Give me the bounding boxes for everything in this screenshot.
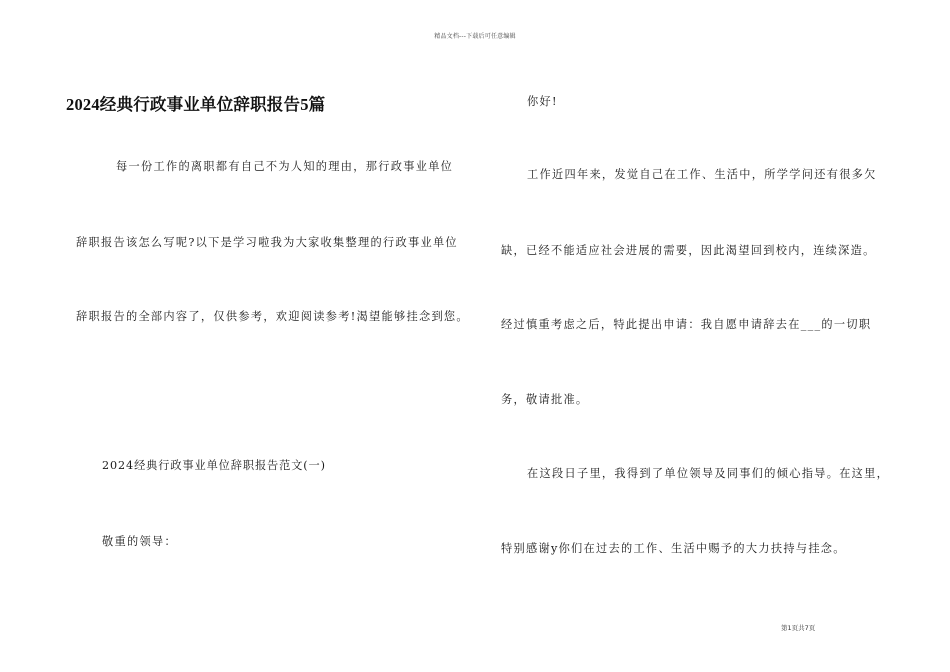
body-line-4: 务，敬请批准。 <box>501 393 589 406</box>
intro-line-1: 每一份工作的离职都有自己不为人知的理由，那行政事业单位 <box>116 160 454 173</box>
body-line-6: 特别感谢y你们在过去的工作、生活中赐予的大力扶持与挂念。 <box>501 542 846 555</box>
intro-line-3: 辞职报告的全部内容了，仅供参考，欢迎阅读参考!渴望能够挂念到您。 <box>76 310 469 323</box>
page-number: 第1页共7页 <box>781 624 816 632</box>
salutation: 敬重的领导： <box>102 535 177 548</box>
body-line-5: 在这段日子里，我得到了单位领导及同事们的倾心指导。在这里， <box>527 467 890 480</box>
body-line-1: 工作近四年来，发觉自己在工作、生活中，所学学问还有很多欠 <box>527 168 877 181</box>
body-line-2: 缺，已经不能适应社会进展的需要，因此渴望回到校内，连续深造。 <box>501 244 876 257</box>
body-line-3: 经过慎重考虑之后，特此提出申请：我自愿申请辞去在___的一切职 <box>501 318 872 331</box>
intro-line-2: 辞职报告该怎么写呢?以下是学习啦我为大家收集整理的行政事业单位 <box>76 236 458 249</box>
document-title: 2024经典行政事业单位辞职报告5篇 <box>66 95 326 114</box>
page-header-watermark: 精品文档---下载后可任意编辑 <box>434 33 516 40</box>
greeting-line: 你好! <box>527 95 558 108</box>
section-heading: 2024经典行政事业单位辞职报告范文(一) <box>102 459 326 472</box>
